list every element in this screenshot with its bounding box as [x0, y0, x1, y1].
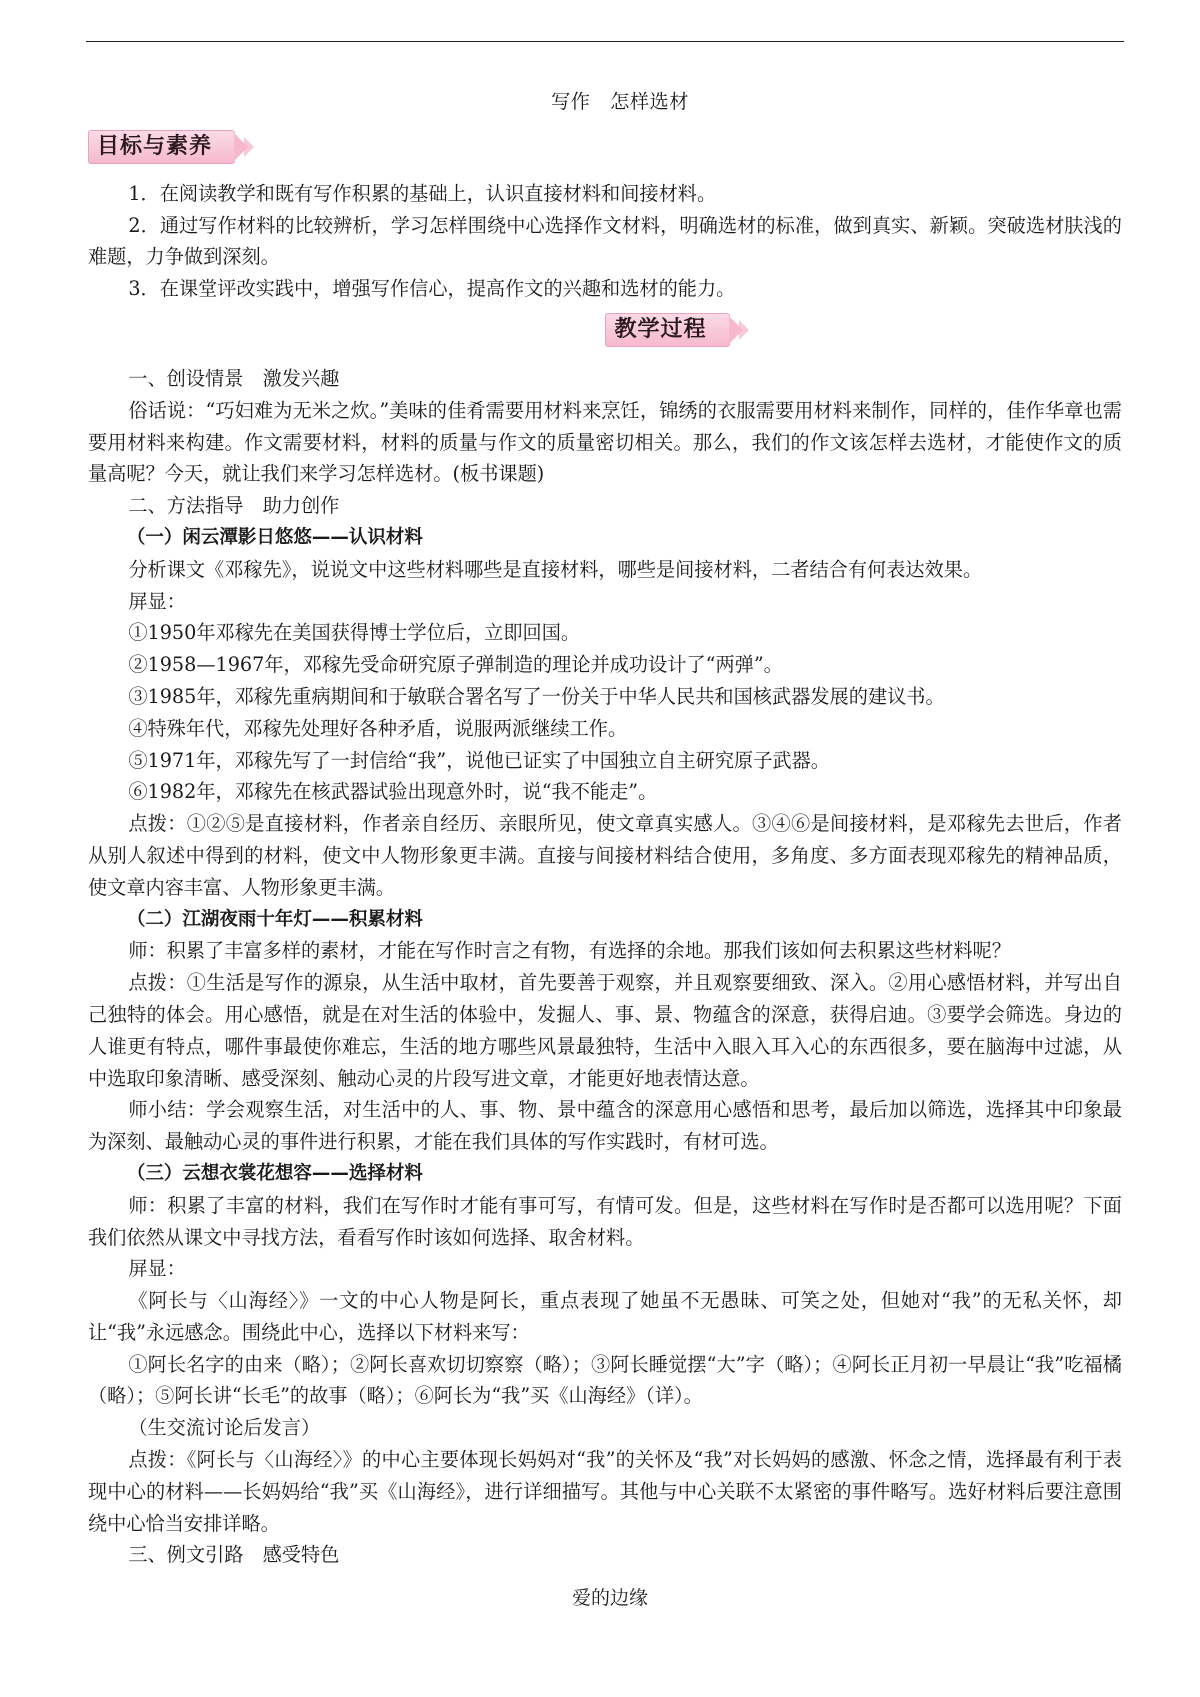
header-rule [86, 41, 1124, 42]
part2-heading: 二、方法指导 助力创作 [128, 494, 340, 518]
page-title: 写作 怎样选材 [551, 90, 689, 113]
sub1-title: （一）闲云潭影日悠悠——认识材料 [126, 526, 423, 548]
sub1-item: ②1958—1967年，邓稼先受命研究原子弹制造的理论并成功设计了“两弹”。 [128, 653, 783, 677]
sub3-passage: 《阿长与〈山海经〉》一文的中心人物是阿长，重点表现了她虽不无愚昧、可笑之处，但她对“我”的无私关怀，却让“我”永远感念。围绕此中心，选择以下材料来写： [88, 1289, 1122, 1344]
sub2-title: （二）江湖夜雨十年灯——积累材料 [126, 908, 423, 930]
sub3-discussion: （生交流讨论后发言） [128, 1416, 321, 1440]
goal-item: 2．通过写作材料的比较辨析，学习怎样围绕中心选择作文材料，明确选材的标准，做到真实、新颖。突破选材肤浅的难题，力争做到深刻。 [88, 213, 1122, 269]
sub3-title: （三）云想衣裳花想容——选择材料 [126, 1162, 423, 1184]
sub1-item: ⑥1982年，邓稼先在核武器试验出现意外时，说“我不能走”。 [128, 780, 658, 804]
sub1-item: ⑤1971年，邓稼先写了一封信给“我”，说他已证实了中国独立自主研究原子武器。 [128, 748, 830, 772]
sub1-screen-label: 屏显： [128, 589, 186, 613]
sub3-note: 点拨：《阿长与〈山海经〉》的中心主要体现长妈妈对“我”的关怀及“我”对长妈妈的感激、怀念之情，选择最有利于表现中心的材料——长妈妈给“我”买《山海经》，进行详细描写。其他与中心关联不太紧密的事件略写。选好材料后要注意围绕中心恰当安排详略。 [88, 1448, 1122, 1535]
sub1-task: 分析课文《邓稼先》，说说文中这些材料哪些是直接材料，哪些是间接材料，二者结合有何表达效果。 [128, 557, 983, 581]
document-body [88, 82, 1122, 1615]
sub1-item: ①1950年邓稼先在美国获得博士学位后，立即回国。 [128, 621, 581, 645]
part1-heading: 一、创设情景 激发兴趣 [128, 366, 340, 390]
goals-badge-wrap [88, 130, 1122, 170]
sub3-list: ①阿长名字的由来（略）；②阿长喜欢切切察察（略）；③阿长睡觉摆“大”字（略）；④阿长正月初一早晨让“我”吃福橘（略）；⑤阿长讲“长毛”的故事（略）；⑥阿长为“我”买《山海经》（详）。 [88, 1352, 1122, 1408]
part1-body: 俗话说：“巧妇难为无米之炊。”美味的佳肴需要用材料来烹饪，锦绣的衣服需要用材料来制作，同样的，佳作华章也需要用材料来构建。作文需要材料，材料的质量与作文的质量密切相关。那么，我们的作文该怎样去选材，才能使作文的质量高呢？今天，就让我们来学习怎样选材。(板书课题) [88, 398, 1122, 486]
sub2-summary: 师小结：学会观察生活，对生活中的人、事、物、景中蕴含的深意用心感悟和思考，最后加以筛选，选择其中印象最为深刻、最触动心灵的事件进行积累，才能在我们具体的写作实践时，有材可选。 [88, 1098, 1122, 1154]
part3-heading: 三、例文引路 感受特色 [128, 1543, 340, 1567]
process-badge-wrap [88, 313, 1122, 353]
goal-item: 3．在课堂评改实践中，增强写作信心，提高作文的兴趣和选材的能力。 [128, 277, 736, 301]
sub2-note: 点拨：①生活是写作的源泉，从生活中取材，首先要善于观察，并且观察要细致、深入。②用心感悟材料，并写出自己独特的体会。用心感悟，就是在对生活的体验中，发掘人、事、景、物蕴含的深意，获得启迪。③要学会筛选。身边的人谁更有特点，哪件事最使你难忘，生活的地方哪些风景最独特，生活中入眼入耳入心的东西很多，要在脑海中过滤，从中选取印象清晰、感受深刻、触动心灵的片段写进文章，才能更好地表情达意。 [88, 971, 1122, 1090]
sub3-teacher: 师：积累了丰富的材料，我们在写作时才能有事可写，有情可发。但是，这些材料在写作时是否都可以选用呢？下面我们依然从课文中寻找方法，看看写作时该如何选择、取舍材料。 [88, 1193, 1122, 1249]
sub1-item: ③1985年，邓稼先重病期间和于敏联合署名写了一份关于中华人民共和国核武器发展的建议书。 [128, 684, 945, 708]
sub3-screen-label: 屏显： [128, 1257, 186, 1281]
goal-item: 1．在阅读教学和既有写作积累的基础上，认识直接材料和间接材料。 [128, 181, 717, 205]
process-badge: 教学过程 [605, 313, 729, 347]
sub2-teacher: 师：积累了丰富多样的素材，才能在写作时言之有物，有选择的余地。那我们该如何去积累这些材料呢？ [128, 939, 1011, 963]
essay-title: 爱的边缘 [571, 1587, 648, 1610]
sub1-note: 点拨：①②⑤是直接材料，作者亲自经历、亲眼所见，使文章真实感人。③④⑥是间接材料，是邓稼先去世后，作者从别人叙述中得到的材料，使文中人物形象更丰满。直接与间接材料结合使用，多角度、多方面表现邓稼先的精神品质，使文章内容丰富、人物形象更丰满。 [88, 812, 1122, 899]
goals-badge: 目标与素养 [88, 130, 235, 164]
sub1-item: ④特殊年代，邓稼先处理好各种矛盾，说服两派继续工作。 [128, 716, 628, 740]
